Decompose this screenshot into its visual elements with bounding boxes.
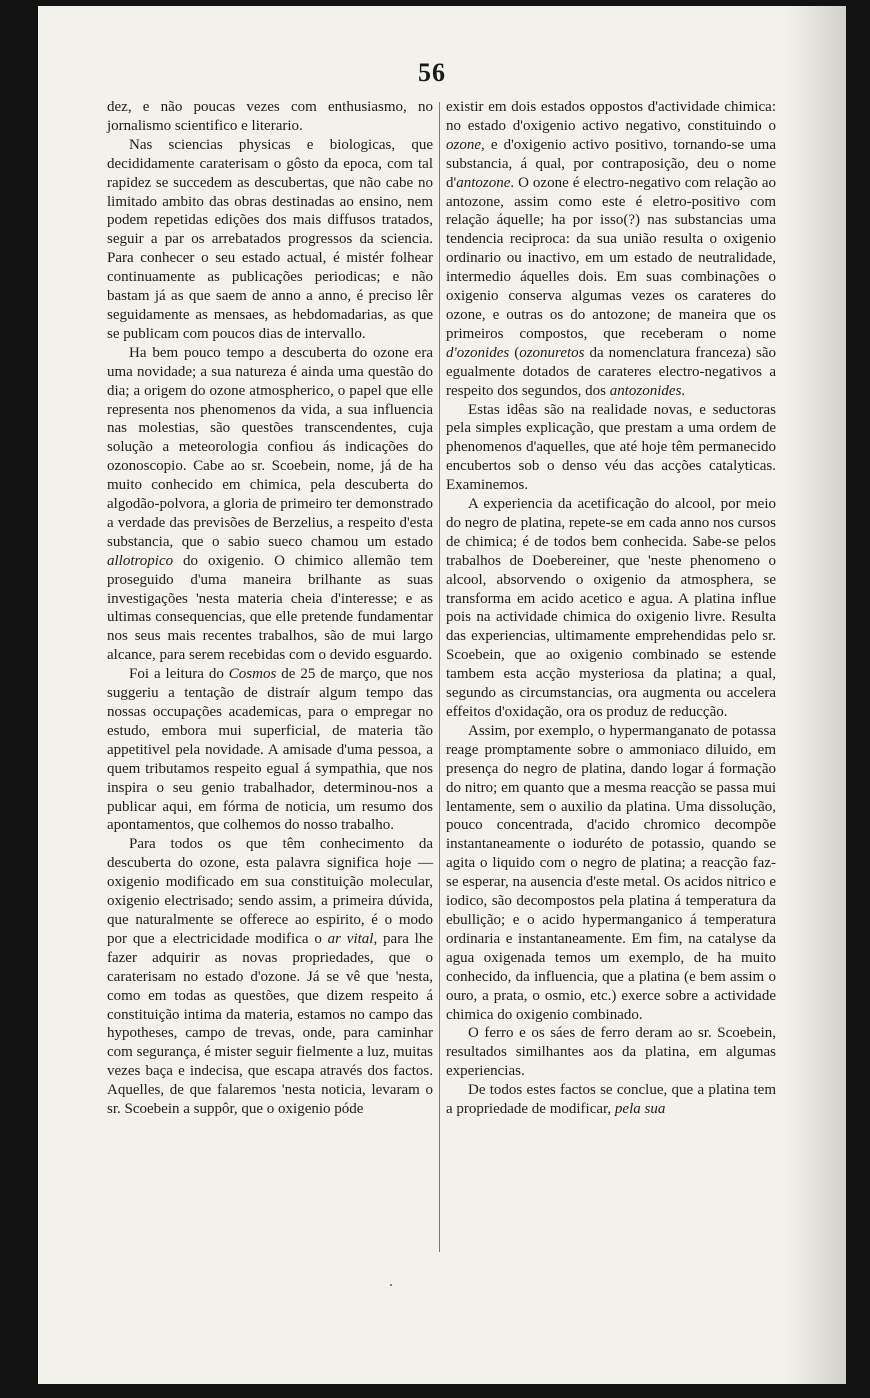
paragraph-11: De todos estes factos se conclue, que a platina tem a propriedade de modificar, pela sua — [446, 1082, 776, 1118]
scan-shadow — [786, 6, 846, 1384]
page-number: 56 — [418, 58, 446, 87]
left-column — [107, 98, 433, 1119]
paragraph-7: Estas idêas são na realidade novas, e seductoras pela simples explicação, que prestam a uma ordem de phenomenos d'aquelles, que até hoje têm permanecido encubertos sob o denso véu das acções catalyticas. Examinemos. — [446, 401, 776, 494]
paragraph-9: Assim, por exemplo, o hypermanganato de potassa reage promptamente sobre o ammoniaco diluido, em presença do negro de platina, dando logar á formação do nitro; em quanto que a mesma reacção se passa mui lentamente, sem o auxilio da platina. Uma dissolução, pouco concentrada, d'acido chromico decompõe instantaneamente o ioduréto de potassio, quando se agita o liquido com o negro de platina; a reacção faz-se esperar, na ausencia d'este metal. Os acidos nitrico e iodico, são decompostos pela platina á temperatura da ebullição; e o acido hypermanganico á temperatura ordinaria e instantaneamente. Em fim, na catalyse da agua oxigenada temos um exemplo, de ha muito conhecido, da influencia, que a platina (e bem assim o ouro, a prata, o osmio, etc.) exerce sobre a actividade chimica do oxigenio combinado. — [446, 722, 776, 1023]
paragraph-4: Foi a leitura do Cosmos de 25 de março, que nos suggeriu a tentação de distraír algum tempo das nossas occupações academicas, para o empregar no estudo, embora mui superficial, de materia tão appetitivel pela novidade. A amisade d'uma pessoa, a quem tributamos respeito egual á sympathia, que nos inspira o seu genio trabalhador, determinou-nos a publicar aqui, em fórma de noticia, um resumo dos apontamentos, que colhemos do nosso trabalho. — [107, 666, 433, 834]
paragraph-8: A experiencia da acetificação do alcool, por meio do negro de platina, repete-se em cada anno nos cursos de chimica; é de todos bem conhecida. Sabe-se pelos trabalhos de Doebereiner, que 'neste phenomeno o alcool, absorvendo o oxigenio da atmosphera, se transforma em acido acetico e agua. A platina influe pois na actividade chimica do oxigenio livre. Resulta das experiencias, ultimamente emprehendidas pelo sr. Scoebein, que ao oxigenio combinado se estende tambem esta acção mysteriosa da platina; a qual, segundo as circumstancias, ora augmenta ou accelera effeitos d'oxidação, ora os produz de reducção. — [446, 496, 776, 720]
paragraph-2: Nas sciencias physicas e biologicas, que decididamente caraterisam o gôsto da epoca, com tal rapidez se succedem as descubertas, que não cabe no limitado ambito das obras destinadas ao ensino, nem podem repetidas edições dos mais diffusos tratados, seguir a par os arrebatados progressos da sciencia. Para conhecer o seu estado actual, é mistér folhear continuamente as publicações periodicas; e não bastam já as que saem de anno a anno, é preciso lêr seguidamente as mensaes, as hebdomadarias, as que se publicam com poucos dias de intervallo. — [107, 136, 433, 342]
paragraph-3: Ha bem pouco tempo a descuberta do ozone era uma novidade; a sua natureza é ainda uma questão do dia; a origem do ozone atmospherico, o papel que elle representa nos phenomenos da vida, a sua influencia nas molestias, são questões transcendentes, cuja solução a meteorologia confiou ás indicações do ozonoscopio. Cabe ao sr. Scoebein, nome, já de ha muito conhecido em chimica, pela descuberta do algodão-polvora, a gloria de primeiro ter demonstrado a verdade das previsões de Berzelius, a respeito d'esta substancia, que o sabio sueco chamou um estado allotropico do oxigenio. O chimico allemão tem proseguido d'uma maneira brilhante as suas investigações 'nesta materia cheia d'interesse; e as ultimas consequencias, que elle pretende fundamentar nos seus mais recentes trabalhos, são de mui largo alcance, para serem recebidas com o devido esguardo. — [107, 344, 433, 664]
paragraph-5: Para todos os que têm conhecimento da descuberta do ozone, esta palavra significa hoje — oxigenio modificado em sua constituição molecular, oxigenio electrisado; sendo assim, a primeira dúvida, que naturalmente se offerece ao espirito, é o modo por que a electricidade modifica o ar vital, para lhe fazer adquirir as novas propriedades, que o caraterisam no estado d'ozone. Já se vê que 'nesta, como em todas as questões, que dizem respeito á constituição intima da materia, estamos no campo das hypotheses, campo de trevas, onde, para caminhar com segurança, é mister seguir fielmente a luz, muitas vezes baça e indecisa, que escapa através dos factos. Aquelles, de que falaremos 'nesta noticia, levaram o sr. Scoebein a suppôr, que o oxigenio póde — [107, 836, 434, 1118]
newspaper-page — [38, 6, 846, 1384]
paragraph-6: existir em dois estados oppostos d'actividade chimica: no estado d'oxigenio activo negativo, constituindo o ozone, e d'oxigenio activo positivo, tornando-se uma substancia, á qual, por contraposição, deu o nome d'antozone. O ozone é electro-negativo com relação ao antozone, assim como este é eletro-positivo com relação áquelle; ha por isso(?) nas substancias uma tendencia reciproca: da sua união resulta o oxigenio ordinario ou inactivo, em um estado de neutralidade, intermedio áquelles dois. Em suas combinações o oxigenio conserva algumas vezes os carateres do ozone, e outras os do antozone; de maneira que os primeiros compostos, que receberam o nome d'ozonides (ozonuretos da nomenclatura franceza) são egualmente dotados de carateres electro-negativos a respeito dos segundos, dos antozonides. — [446, 99, 776, 399]
column-divider — [439, 102, 440, 1252]
right-column — [446, 98, 776, 1119]
paragraph-1: dez, e não poucas vezes com enthusiasmo, no jornalismo scientifico e literario. — [107, 99, 433, 134]
paragraph-10: O ferro e os sáes de ferro deram ao sr. Scoebein, resultados similhantes aos da platina, em algumas experiencias. — [446, 1025, 776, 1080]
print-speck — [390, 1284, 392, 1286]
